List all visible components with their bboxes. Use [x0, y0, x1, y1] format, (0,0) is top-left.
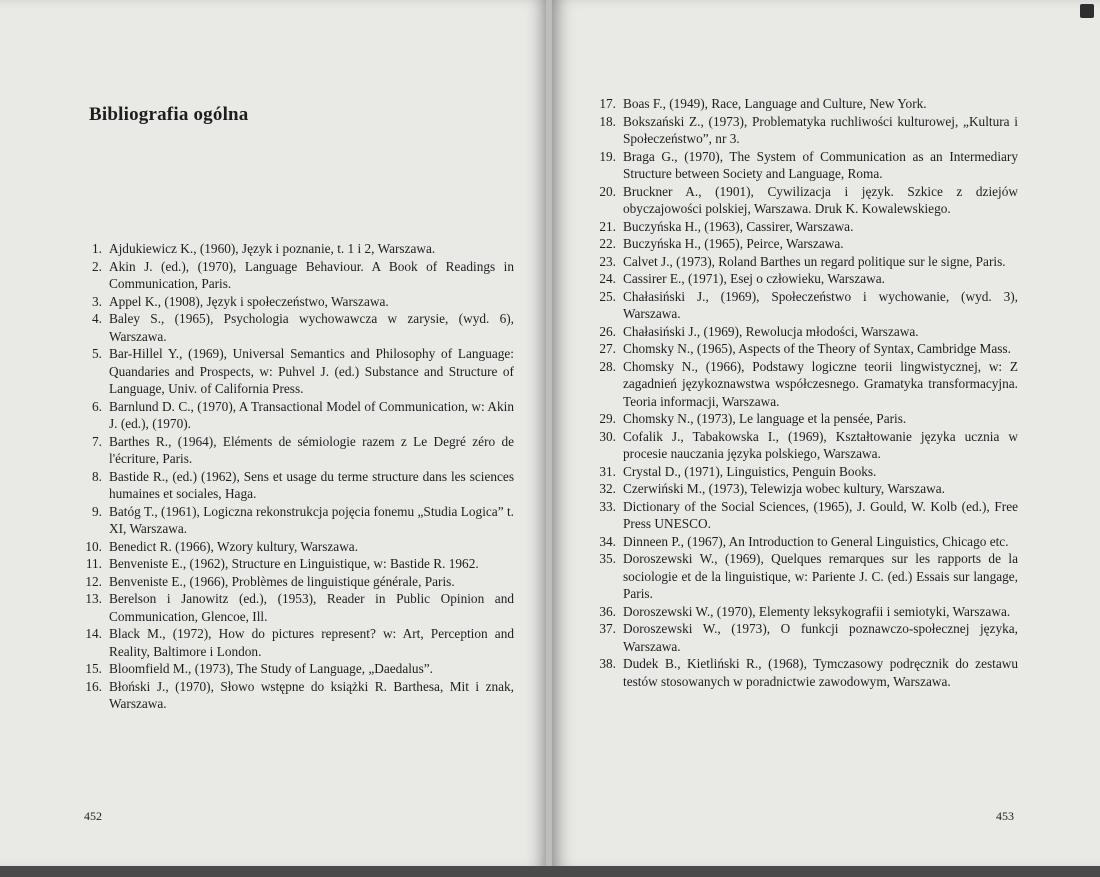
bibliography-entry — [592, 410, 1018, 428]
bibliography-entry — [78, 240, 514, 258]
bibliography-entry — [592, 218, 1018, 236]
entry-text: Dudek B., Kietliński R., (1968), Tymczasowy podręcznik do zestawu testów stosowanych w poradnictwie zawodowym, Warszawa. — [623, 656, 1018, 689]
bibliography-entry — [592, 95, 1018, 113]
bibliography-entry — [592, 480, 1018, 498]
bibliography-entry — [592, 340, 1018, 358]
entry-number: 30. — [599, 428, 616, 444]
bibliography-entry — [78, 678, 514, 713]
entry-number: 21. — [599, 218, 616, 234]
scan-bottom-edge — [0, 866, 1100, 877]
entry-text: Chomsky N., (1966), Podstawy logiczne teorii lingwistycznej, w: Z zagadnień językoznawstwa współczesnego. Gramatyka transformacyjna. Teoria informacji, Warszawa. — [623, 358, 1018, 409]
bibliography-entry — [592, 620, 1018, 655]
entry-text: Baley S., (1965), Psychologia wychowawcza w zarysie, (wyd. 6), Warszawa. — [109, 311, 514, 344]
entry-text: Chomsky N., (1965), Aspects of the Theory of Syntax, Cambridge Mass. — [623, 341, 1011, 356]
scan-corner-mark — [1080, 4, 1094, 18]
right-page — [552, 0, 1100, 868]
entry-text: Chomsky N., (1973), Le language et la pensée, Paris. — [623, 411, 907, 426]
entry-number: 7. — [92, 433, 102, 449]
entry-text: Appel K., (1908), Język i społeczeństwo, Warszawa. — [109, 293, 389, 309]
entry-text: Doroszewski W., (1970), Elementy leksykografii i semiotyki, Warszawa. — [623, 603, 1011, 619]
entry-number: 1. — [92, 241, 102, 256]
entry-number: 6. — [92, 398, 102, 414]
entry-number: 13. — [85, 591, 102, 606]
entry-number: 19. — [599, 148, 616, 164]
entry-text: Dictionary of the Social Sciences, (1965), J. Gould, W. Kolb (ed.), Free Press UNESCO. — [623, 498, 1018, 531]
bibliography-entry — [592, 603, 1018, 621]
entry-number: 18. — [599, 113, 616, 129]
entry-number: 27. — [599, 341, 616, 356]
entry-number: 20. — [599, 183, 616, 199]
bibliography-entry — [78, 398, 514, 433]
entry-text: Cofalik J., Tabakowska I., (1969), Kształtowanie języka ucznia w procesie nauczania języka polskiego, Warszawa. — [623, 428, 1018, 461]
page-title: Bibliografia ogólna — [89, 104, 249, 125]
bibliography-entry — [592, 235, 1018, 253]
bibliography-entry — [78, 258, 514, 293]
entry-text: Batóg T., (1961), Logiczna rekonstrukcja pojęcia fonemu „Studia Logica” t. XI, Warszawa. — [109, 503, 514, 536]
entry-number: 17. — [599, 96, 616, 111]
bibliography-entry — [592, 428, 1018, 463]
entry-text: Barthes R., (1964), Eléments de sémiologie razem z Le Degré zéro de l'écriture, Paris. — [109, 433, 514, 466]
entry-text: Bokszański Z., (1973), Problematyka ruchliwości kulturowej, „Kultura i Społeczeństwo”, nr 3. — [623, 113, 1018, 146]
entry-number: 23. — [599, 253, 616, 269]
entry-number: 9. — [92, 503, 102, 519]
bibliography-entry — [592, 253, 1018, 271]
bibliography-entry — [78, 573, 514, 591]
bibliography-entry — [78, 468, 514, 503]
entry-text: Crystal D., (1971), Linguistics, Penguin Books. — [623, 463, 877, 479]
entry-number: 26. — [599, 323, 616, 339]
entry-text: Benveniste E., (1962), Structure en Linguistique, w: Bastide R. 1962. — [109, 556, 479, 571]
page-number-right: 453 — [996, 809, 1014, 823]
entry-number: 3. — [92, 293, 102, 309]
entry-number: 10. — [85, 538, 102, 554]
entry-text: Ajdukiewicz K., (1960), Język i poznanie, t. 1 i 2, Warszawa. — [109, 241, 436, 256]
bibliography-entry — [592, 183, 1018, 218]
bibliography-entry — [78, 590, 514, 625]
entry-text: Doroszewski W., (1973), O funkcji poznawczo-społecznej języka, Warszawa. — [623, 621, 1018, 654]
entry-text: Chałasiński J., (1969), Społeczeństwo i wychowanie, (wyd. 3), Warszawa. — [623, 288, 1018, 321]
bibliography-entry — [592, 288, 1018, 323]
bibliography-entry — [78, 433, 514, 468]
bibliography-entry — [592, 270, 1018, 288]
bibliography-entry — [78, 660, 514, 678]
entry-number: 37. — [599, 621, 616, 636]
bibliography-entry — [592, 113, 1018, 148]
bibliography-entry — [78, 555, 514, 573]
entry-number: 28. — [599, 358, 616, 374]
page-number-left: 452 — [84, 809, 102, 823]
entry-text: Buczyńska H., (1965), Peirce, Warszawa. — [623, 236, 844, 251]
bibliography-entry — [592, 498, 1018, 533]
entry-text: Cassirer E., (1971), Esej o człowieku, Warszawa. — [623, 271, 885, 286]
entry-text: Braga G., (1970), The System of Communication as an Intermediary Structure between Society and Language, Roma. — [623, 148, 1018, 181]
bibliography-entry — [592, 323, 1018, 341]
entry-text: Boas F., (1949), Race, Language and Culture, New York. — [623, 96, 927, 111]
entry-number: 2. — [92, 258, 102, 274]
entry-number: 24. — [599, 271, 616, 286]
entry-text: Dinneen P., (1967), An Introduction to General Linguistics, Chicago etc. — [623, 533, 1009, 549]
left-page — [0, 0, 548, 868]
entry-number: 31. — [599, 463, 616, 479]
entry-text: Czerwiński M., (1973), Telewizja wobec kultury, Warszawa. — [623, 481, 945, 496]
entry-number: 35. — [599, 551, 616, 566]
entry-number: 15. — [85, 661, 102, 676]
entry-number: 34. — [599, 533, 616, 549]
bibliography-entry — [592, 533, 1018, 551]
entry-number: 5. — [92, 346, 102, 361]
entry-number: 29. — [599, 411, 616, 426]
bibliography-entry — [78, 310, 514, 345]
entry-text: Błoński J., (1970), Słowo wstępne do książki R. Barthesa, Mit i znak, Warszawa. — [109, 678, 514, 711]
entry-text: Black M., (1972), How do pictures represent? w: Art, Perception and Reality, Baltimore i London. — [109, 626, 514, 659]
entry-text: Buczyńska H., (1963), Cassirer, Warszawa. — [623, 218, 854, 234]
entry-number: 36. — [599, 603, 616, 619]
entry-text: Akin J. (ed.), (1970), Language Behaviour. A Book of Readings in Communication, Paris. — [109, 258, 514, 291]
entry-number: 8. — [92, 468, 102, 484]
entry-text: Doroszewski W., (1969), Quelques remarques sur les rapports de la sociologie et de la linguistique, w: Pariente J. C. (ed.) Essais sur langage, Paris. — [623, 551, 1018, 601]
entry-text: Benveniste E., (1966), Problèmes de linguistique générale, Paris. — [109, 573, 455, 589]
entry-text: Bruckner A., (1901), Cywilizacja i język. Szkice z dziejów obyczajowości polskiej, Warszawa. Druk K. Kowalewskiego. — [623, 183, 1018, 216]
entry-text: Barnlund D. C., (1970), A Transactional Model of Communication, w: Akin J. (ed.), (1970). — [109, 398, 514, 431]
bibliography-entry — [592, 148, 1018, 183]
entry-number: 4. — [92, 311, 102, 326]
bibliography-entry — [78, 345, 514, 398]
bibliography-list-left — [78, 240, 514, 713]
bibliography-list-right — [592, 95, 1018, 690]
entry-number: 22. — [599, 236, 616, 251]
bibliography-entry — [78, 538, 514, 556]
entry-text: Berelson i Janowitz (ed.), (1953), Reader in Public Opinion and Communication, Glencoe, Ill. — [109, 591, 514, 624]
entry-number: 16. — [85, 678, 102, 694]
entry-text: Bastide R., (ed.) (1962), Sens et usage du terme structure dans les sciences humaines et sociales, Haga. — [109, 468, 514, 501]
entry-number: 32. — [599, 481, 616, 496]
bibliography-entry — [592, 550, 1018, 603]
entry-text: Benedict R. (1966), Wzory kultury, Warszawa. — [109, 538, 359, 554]
entry-text: Calvet J., (1973), Roland Barthes un regard politique sur le signe, Paris. — [623, 253, 1006, 269]
entry-number: 33. — [599, 498, 616, 514]
entry-number: 25. — [599, 288, 616, 304]
entry-number: 12. — [85, 573, 102, 589]
entry-number: 38. — [599, 656, 616, 671]
entry-number: 14. — [85, 626, 102, 641]
bibliography-entry — [592, 463, 1018, 481]
entry-text: Bar-Hillel Y., (1969), Universal Semantics and Philosophy of Language: Quandaries and Prospects, w: Puhvel J. (ed.) Substance and Structure of Language, Univ. of California Press. — [109, 346, 514, 396]
bibliography-entry — [592, 358, 1018, 411]
bibliography-entry — [78, 625, 514, 660]
bibliography-entry — [78, 293, 514, 311]
entry-text: Bloomfield M., (1973), The Study of Language, „Daedalus”. — [109, 661, 433, 676]
bibliography-entry — [78, 503, 514, 538]
entry-text: Chałasiński J., (1969), Rewolucja młodości, Warszawa. — [623, 323, 919, 339]
entry-number: 11. — [85, 556, 102, 571]
bibliography-entry — [592, 655, 1018, 690]
